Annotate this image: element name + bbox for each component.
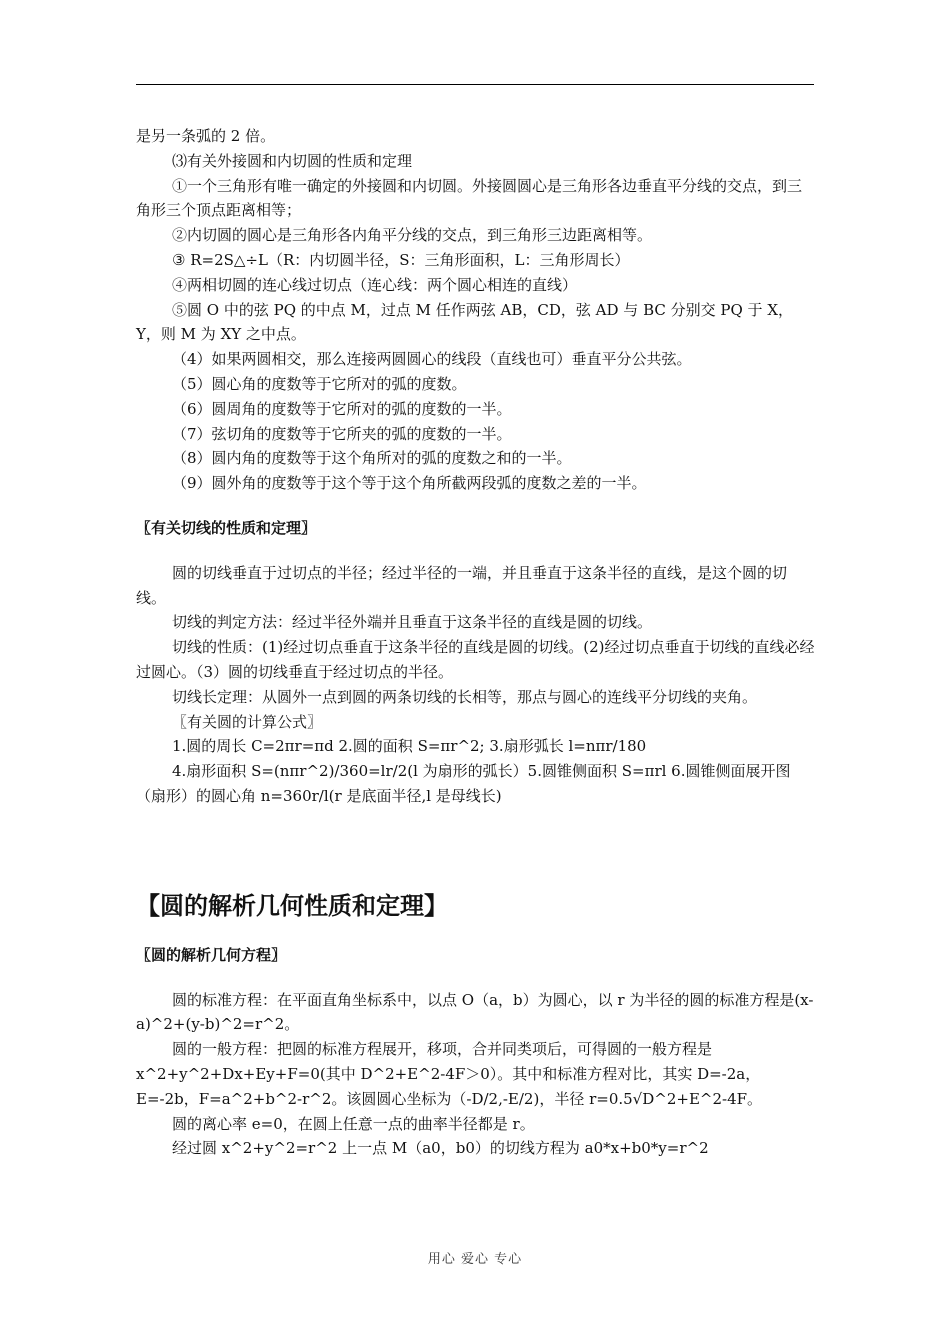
- text-line: ⑤圆 O 中的弦 PQ 的中点 M，过点 M 任作两弦 AB，CD，弦 AD 与 BC 分别交 PQ 于 X，Y，则 M 为 XY 之中点。: [136, 300, 793, 344]
- formula-line: 4.扇形面积 S=(nπr^2)/360=lr/2(l 为扇形的弧长）5.圆锥侧面积 S=πrl 6.圆锥侧面展开图（扇形）的圆心角 n=360r/l(r 是底面半径,l 是母线长): [136, 762, 791, 805]
- text-line: 是另一条弧的 2 倍。: [136, 127, 276, 145]
- subsection-title: 〖有关圆的计算公式〗: [172, 712, 323, 731]
- paragraph: 经过圆 x^2+y^2=r^2 上一点 M（a0，b0）的切线方程为 a0*x+b0*y=r^2: [172, 1139, 709, 1158]
- subsection-title: ⑶有关外接圆和内切圆的性质和定理: [172, 151, 413, 170]
- paragraph: 圆的切线垂直于过切点的半径；经过半径的一端，并且垂直于这条半径的直线，是这个圆的切线。: [136, 563, 788, 607]
- paragraph: 圆的标准方程：在平面直角坐标系中，以点 O（a，b）为圆心，以 r 为半径的圆的标准方程是(x-a)^2+(y-b)^2=r^2。: [136, 990, 814, 1034]
- header-rule: [136, 84, 814, 85]
- page-footer: 用心 爱心 专心: [427, 1252, 523, 1267]
- text-line: ①一个三角形有唯一确定的外接圆和内切圆。外接圆圆心是三角形各边垂直平分线的交点，到三角形三个顶点距离相等；: [136, 176, 803, 220]
- list-item: （5）圆心角的度数等于它所对的弧的度数。: [172, 374, 467, 393]
- text-line: ③ R=2S△÷L（R：内切圆半径，S：三角形面积，L：三角形周长）: [172, 250, 630, 269]
- text-line: ④两相切圆的连心线过切点（连心线：两个圆心相连的直线）: [172, 275, 578, 294]
- paragraph: 切线长定理：从圆外一点到圆的两条切线的长相等，那点与圆心的连线平分切线的夹角。: [172, 687, 758, 706]
- paragraph: 圆的离心率 e=0，在圆上任意一点的曲率半径都是 r。: [172, 1114, 535, 1133]
- paragraph: 切线的性质：(1)经过切点垂直于这条半径的直线是圆的切线。(2)经过切点垂直于切线的直线必经过圆心。（3）圆的切线垂直于经过切点的半径。: [136, 638, 815, 681]
- list-item: （8）圆内角的度数等于这个角所对的弧的度数之和的一半。: [172, 449, 572, 468]
- text-line: ②内切圆的圆心是三角形各内角平分线的交点，到三角形三边距离相等。: [172, 226, 653, 245]
- section-heading-analytic: 〖圆的解析几何方程〗: [136, 945, 287, 964]
- formula-line: 1.圆的周长 C=2πr=πd 2.圆的面积 S=πr^2; 3.扇形弧长 l=nπr/180: [172, 737, 647, 756]
- list-item: （4）如果两圆相交，那么连接两圆圆心的线段（直线也可）垂直平分公共弦。: [172, 350, 692, 369]
- list-item: （7）弦切角的度数等于它所夹的弧的度数的一半。: [172, 424, 512, 443]
- paragraph: 切线的判定方法：经过半径外端并且垂直于这条半径的直线是圆的切线。: [172, 613, 653, 632]
- list-item: （6）圆周角的度数等于它所对的弧的度数的一半。: [172, 399, 512, 418]
- chapter-title: 【圆的解析几何性质和定理】: [136, 891, 448, 920]
- document-body: [136, 124, 816, 1161]
- list-item: （9）圆外角的度数等于这个等于这个角所截两段弧的度数之差的一半。: [172, 474, 647, 493]
- section-heading-tangent: 〖有关切线的性质和定理〗: [136, 518, 317, 537]
- paragraph: 圆的一般方程：把圆的标准方程展开，移项，合并同类项后，可得圆的一般方程是 x^2+y^2+Dx+Ey+F=0(其中 D^2+E^2-4F＞0）。其中和标准方程对比，其实 D=-2a，E=-2b，F=a^2+b^2-r^2。该圆圆心坐标为（-D/2,-E/2)，半径 r=0.5√D^2+E^2-4F。: [136, 1040, 763, 1108]
